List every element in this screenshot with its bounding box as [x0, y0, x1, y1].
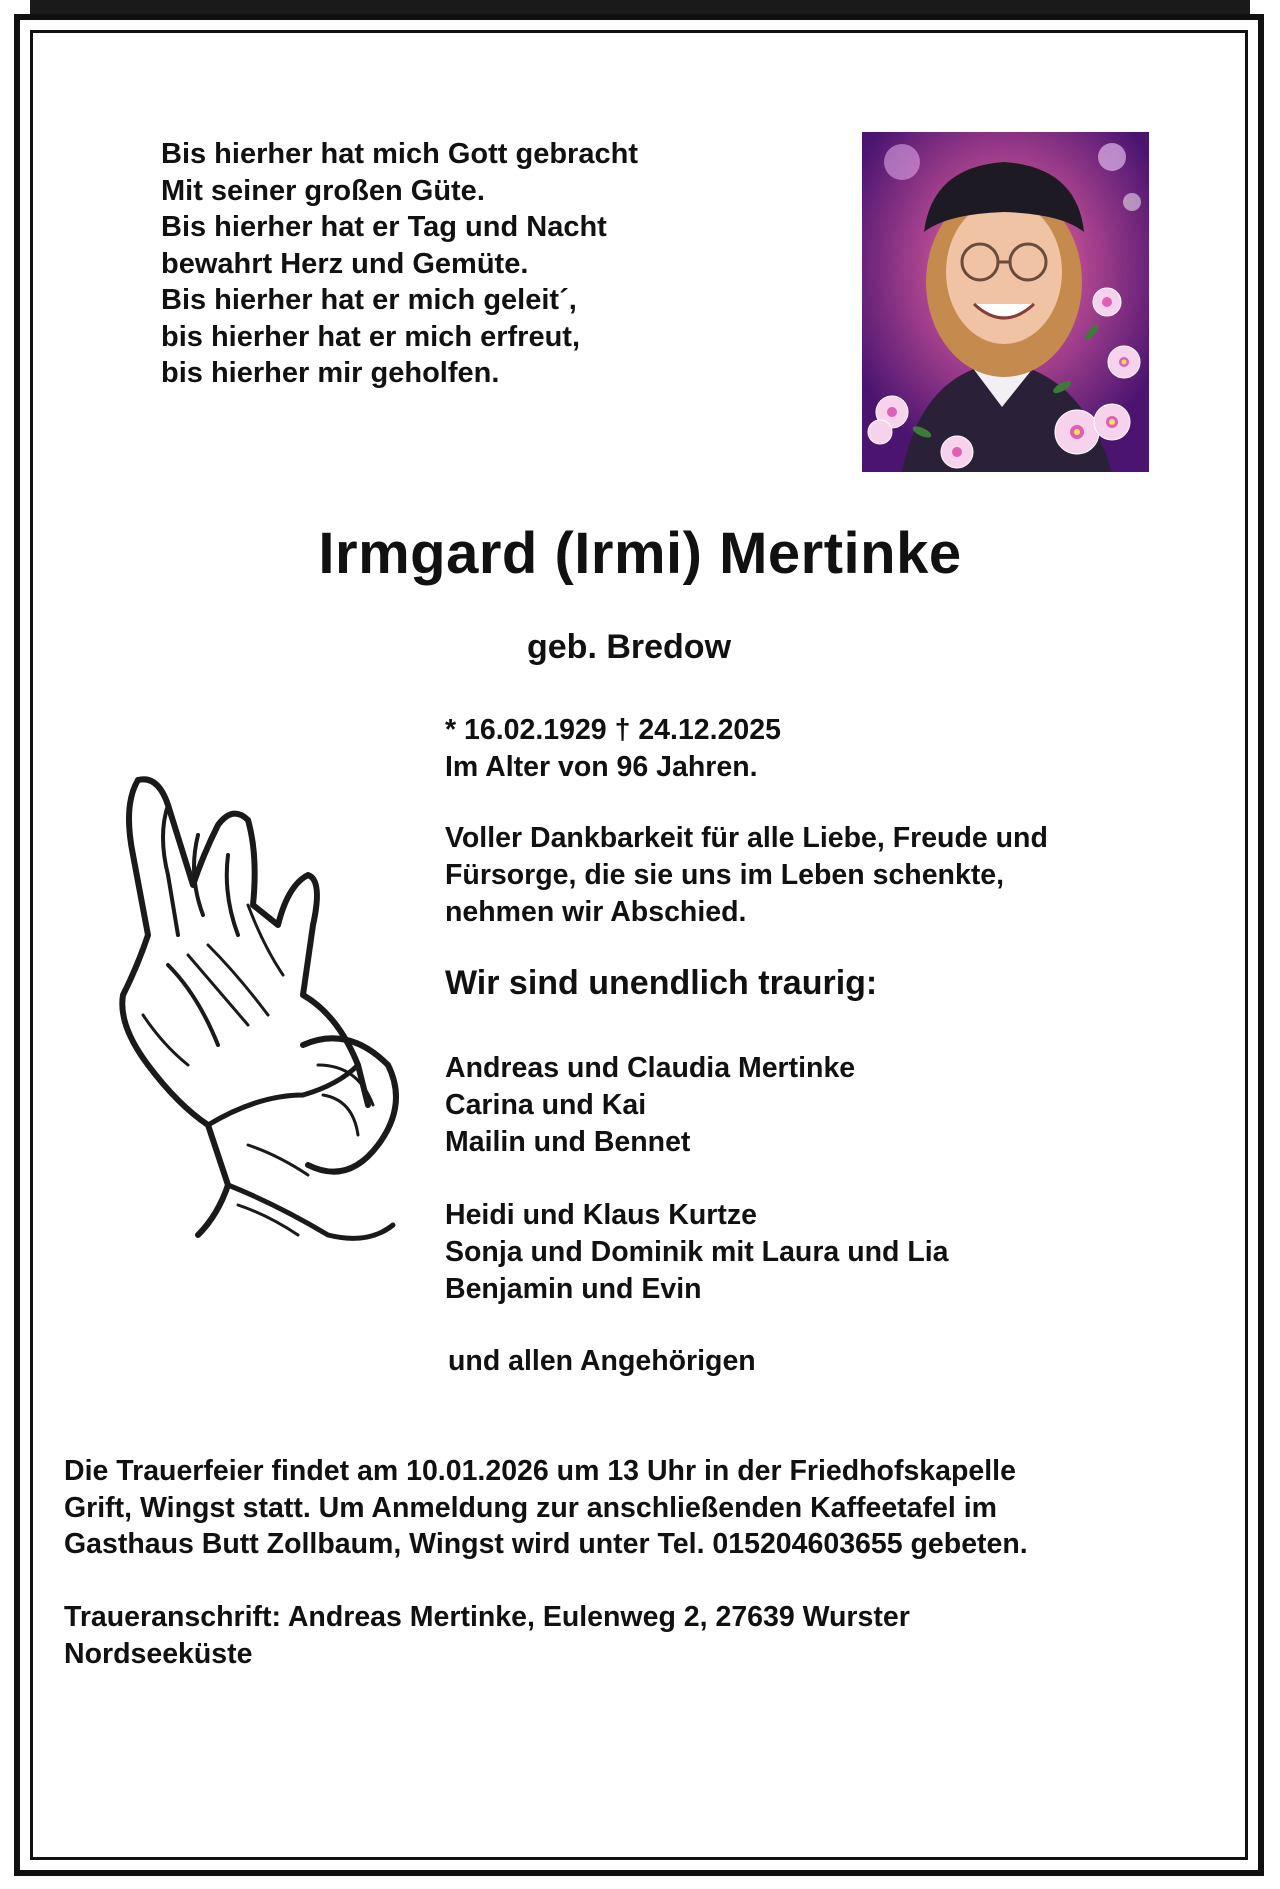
family-member: Andreas und Claudia Mertinke [445, 1052, 856, 1084]
farewell-line: Fürsorge, die sie uns im Leben schenkte, [445, 859, 1005, 891]
poem-line: Bis hierher hat er mich geleit´, [161, 284, 577, 316]
dates-line: * 16.02.1929 † 24.12.2025 [445, 714, 781, 746]
farewell-line: Voller Dankbarkeit für alle Liebe, Freude und [445, 822, 1048, 854]
address-line: Traueranschrift: Andreas Mertinke, Eulenweg 2, 27639 Wurster [64, 1601, 910, 1633]
family-member: Sonja und Dominik mit Laura und Lia [445, 1236, 949, 1268]
praying-hands-drawing [108, 765, 418, 1265]
poem [161, 136, 781, 392]
poem-line: Bis hierher hat er Tag und Nacht [161, 211, 607, 243]
service-line: Grift, Wingst statt. Um Anmeldung zur anschließenden Kaffeetafel im [64, 1491, 997, 1524]
address-line: Nordseeküste [64, 1637, 253, 1670]
deceased-name: Irmgard (Irmi) Mertinke [318, 521, 962, 586]
service-line: Gasthaus Butt Zollbaum, Wingst wird unter Tel. 015204603655 gebeten. [64, 1528, 1028, 1560]
relatives-line: und allen Angehörigen [448, 1345, 756, 1377]
family-group-2 [445, 1197, 949, 1308]
family-member: Mailin und Bennet [445, 1126, 691, 1158]
family-member: Benjamin und Evin [445, 1273, 702, 1305]
farewell-text [445, 820, 1048, 931]
family-member: Heidi und Klaus Kurtze [445, 1199, 757, 1231]
birth-name: geb. Bredow [527, 628, 732, 666]
service-line: Die Trauerfeier findet am 10.01.2026 um 13 Uhr in der Friedhofskapelle [64, 1455, 1016, 1487]
sad-heading: Wir sind unendlich traurig: [445, 964, 878, 1002]
funeral-service-info [64, 1453, 1224, 1563]
praying-hands-icon [108, 765, 418, 1265]
poem-line: Mit seiner großen Güte. [161, 174, 485, 207]
poem-line: Bis hierher hat mich Gott gebracht [161, 138, 638, 170]
poem-line: bis hierher mir geholfen. [161, 357, 500, 389]
farewell-line: nehmen wir Abschied. [445, 896, 747, 928]
age-line: Im Alter von 96 Jahren. [445, 751, 758, 783]
poem-line: bewahrt Herz und Gemüte. [161, 247, 529, 280]
poem-line: bis hierher hat er mich erfreut, [161, 320, 581, 353]
mourning-address [64, 1599, 1224, 1672]
portrait-illustration [862, 132, 1149, 472]
life-dates [445, 712, 781, 786]
family-group-1 [445, 1050, 855, 1161]
family-member: Carina und Kai [445, 1089, 647, 1121]
portrait-photo [862, 132, 1149, 472]
